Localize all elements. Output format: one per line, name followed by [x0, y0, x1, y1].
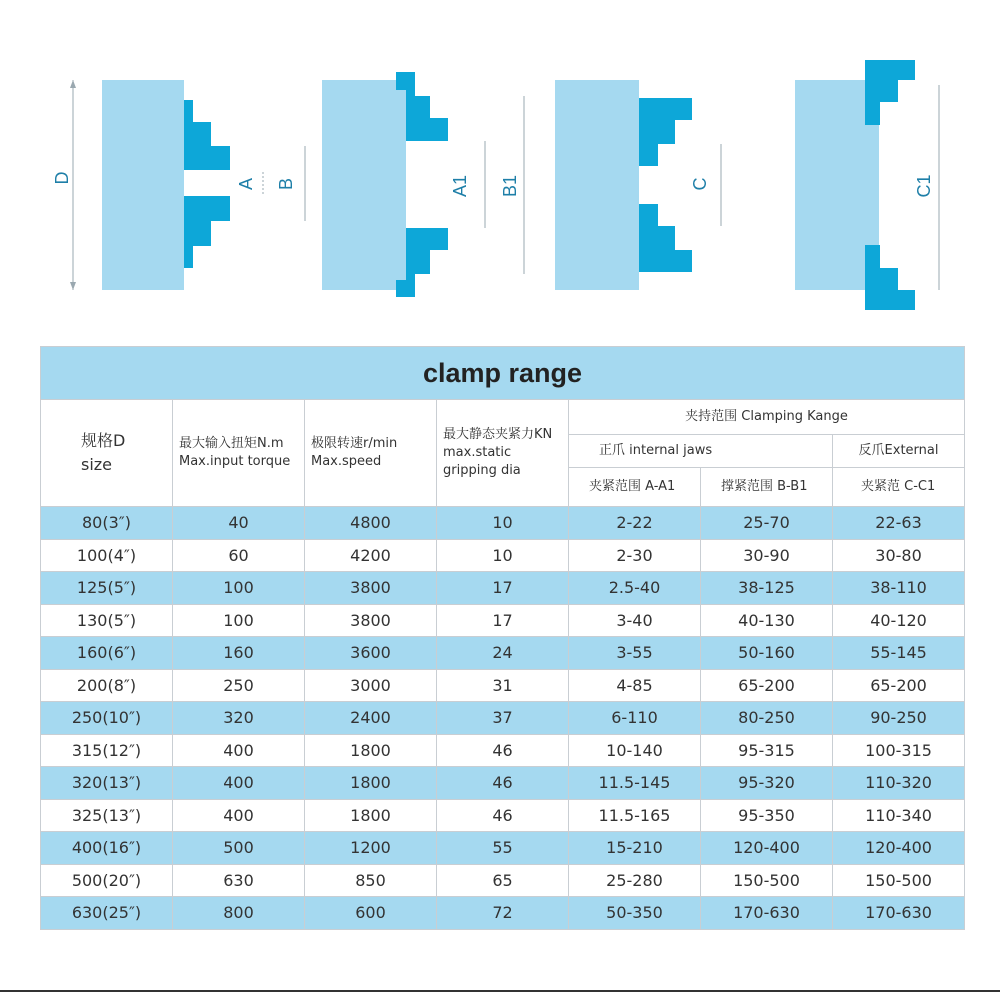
cell-range-b: 38-125: [701, 572, 833, 605]
cell-size: 250(10″): [41, 702, 173, 735]
table-row: [41, 669, 965, 702]
header-range-c: 夹紧范 C-C1: [833, 468, 965, 507]
table-row: [41, 637, 965, 670]
header-external-jaws: 反爪External: [833, 435, 965, 468]
cell-size: 325(13″): [41, 799, 173, 832]
cell-speed: 2400: [305, 702, 437, 735]
header-range-b: 撑紧范围 B-B1: [701, 468, 833, 507]
cell-range-b: 150-500: [701, 864, 833, 897]
table-row: [41, 734, 965, 767]
table-row: [41, 572, 965, 605]
cell-range-b: 95-320: [701, 767, 833, 800]
diagram-external-reverse: [795, 60, 939, 310]
cell-speed: 4200: [305, 539, 437, 572]
cell-range-a: 3-55: [569, 637, 701, 670]
table-title: clamp range: [41, 347, 965, 400]
cell-torque: 400: [173, 767, 305, 800]
cell-range-c: 90-250: [833, 702, 965, 735]
cell-size: 160(6″): [41, 637, 173, 670]
cell-size: 200(8″): [41, 669, 173, 702]
table-row: [41, 799, 965, 832]
cell-speed: 4800: [305, 507, 437, 540]
table-row: [41, 832, 965, 865]
clamp-range-table: [40, 346, 965, 930]
cell-range-c: 22-63: [833, 507, 965, 540]
cell-force: 65: [437, 864, 569, 897]
dim-label-a: A: [236, 177, 256, 191]
header-internal-jaws: 正爪 internal jaws: [569, 435, 833, 468]
cell-torque: 320: [173, 702, 305, 735]
lower-jaw: [184, 196, 230, 268]
table-row: [41, 604, 965, 637]
cell-range-b: 40-130: [701, 604, 833, 637]
cell-speed: 1800: [305, 734, 437, 767]
table-row: [41, 539, 965, 572]
dim-label-c1: C1: [914, 174, 934, 198]
cell-range-c: 120-400: [833, 832, 965, 865]
lower-jaw: [639, 204, 692, 272]
cell-range-a: 25-280: [569, 864, 701, 897]
cell-size: 315(12″): [41, 734, 173, 767]
cell-torque: 400: [173, 799, 305, 832]
cell-range-b: 80-250: [701, 702, 833, 735]
cell-speed: 3800: [305, 604, 437, 637]
cell-range-a: 3-40: [569, 604, 701, 637]
cell-size: 130(5″): [41, 604, 173, 637]
cell-range-c: 150-500: [833, 864, 965, 897]
cell-size: 500(20″): [41, 864, 173, 897]
cell-range-c: 100-315: [833, 734, 965, 767]
cell-torque: 800: [173, 897, 305, 930]
dim-label-a1: A1: [450, 174, 470, 198]
cell-range-a: 6-110: [569, 702, 701, 735]
cell-torque: 250: [173, 669, 305, 702]
cell-force: 37: [437, 702, 569, 735]
cell-range-b: 25-70: [701, 507, 833, 540]
header-force: 最大静态夹紧力KN max.static gripping dia: [437, 400, 569, 507]
cell-force: 72: [437, 897, 569, 930]
cell-range-b: 50-160: [701, 637, 833, 670]
header-torque: 最大输入扭矩N.m Max.input torque: [173, 400, 305, 507]
cell-range-a: 50-350: [569, 897, 701, 930]
table-row: [41, 507, 965, 540]
cell-force: 46: [437, 734, 569, 767]
cell-speed: 1800: [305, 767, 437, 800]
cell-torque: 630: [173, 864, 305, 897]
cell-range-c: 65-200: [833, 669, 965, 702]
header-speed: 极限转速r/min Max.speed: [305, 400, 437, 507]
chuck-body: [322, 80, 406, 290]
cell-range-c: 110-320: [833, 767, 965, 800]
cell-size: 80(3″): [41, 507, 173, 540]
cell-size: 630(25″): [41, 897, 173, 930]
cell-range-c: 40-120: [833, 604, 965, 637]
cell-torque: 160: [173, 637, 305, 670]
cell-speed: 3800: [305, 572, 437, 605]
cell-speed: 850: [305, 864, 437, 897]
cell-force: 46: [437, 767, 569, 800]
cell-speed: 600: [305, 897, 437, 930]
cell-range-a: 2.5-40: [569, 572, 701, 605]
table-row: [41, 767, 965, 800]
cell-force: 31: [437, 669, 569, 702]
cell-range-a: 11.5-165: [569, 799, 701, 832]
cell-range-b: 170-630: [701, 897, 833, 930]
dim-label-b: B: [276, 177, 296, 191]
cell-range-c: 38-110: [833, 572, 965, 605]
cell-force: 10: [437, 507, 569, 540]
table-row: [41, 897, 965, 930]
upper-jaw: [639, 98, 692, 166]
cell-speed: 1200: [305, 832, 437, 865]
cell-range-a: 11.5-145: [569, 767, 701, 800]
cell-torque: 400: [173, 734, 305, 767]
chuck-body: [102, 80, 184, 290]
cell-force: 10: [437, 539, 569, 572]
header-clamping-range: 夹持范围 Clamping Kange: [569, 400, 965, 435]
cell-range-c: 55-145: [833, 637, 965, 670]
upper-jaw: [865, 60, 915, 125]
cell-torque: 40: [173, 507, 305, 540]
bottom-divider: [0, 990, 1000, 992]
cell-range-a: 2-30: [569, 539, 701, 572]
dim-label-b1: B1: [500, 174, 520, 198]
table-row: [41, 702, 965, 735]
cell-force: 17: [437, 604, 569, 637]
diagram-internal-expanding: [322, 72, 524, 297]
cell-speed: 3000: [305, 669, 437, 702]
upper-jaw: [184, 100, 230, 170]
cell-range-a: 4-85: [569, 669, 701, 702]
header-range-a: 夹紧范围 A-A1: [569, 468, 701, 507]
cell-range-c: 110-340: [833, 799, 965, 832]
cell-size: 320(13″): [41, 767, 173, 800]
cell-range-b: 120-400: [701, 832, 833, 865]
cell-torque: 100: [173, 604, 305, 637]
diagram-external-clamping: [555, 80, 721, 290]
chuck-jaw-diagrams: [0, 0, 1000, 330]
header-size: 规格D size: [41, 400, 173, 507]
cell-range-c: 30-80: [833, 539, 965, 572]
cell-force: 46: [437, 799, 569, 832]
cell-force: 24: [437, 637, 569, 670]
cell-range-b: 65-200: [701, 669, 833, 702]
table-body: [41, 507, 965, 930]
dim-label-c: C: [690, 177, 710, 191]
cell-range-c: 170-630: [833, 897, 965, 930]
cell-size: 125(5″): [41, 572, 173, 605]
cell-torque: 100: [173, 572, 305, 605]
table-row: [41, 864, 965, 897]
lower-jaw: [865, 245, 915, 310]
diagram-internal-clamping: [52, 80, 305, 290]
cell-torque: 60: [173, 539, 305, 572]
cell-speed: 1800: [305, 799, 437, 832]
cell-force: 17: [437, 572, 569, 605]
dim-label-d: D: [52, 171, 72, 185]
cell-range-a: 15-210: [569, 832, 701, 865]
cell-range-b: 95-315: [701, 734, 833, 767]
chuck-body: [555, 80, 639, 290]
cell-speed: 3600: [305, 637, 437, 670]
cell-torque: 500: [173, 832, 305, 865]
cell-force: 55: [437, 832, 569, 865]
cell-size: 100(4″): [41, 539, 173, 572]
cell-range-b: 30-90: [701, 539, 833, 572]
cell-range-b: 95-350: [701, 799, 833, 832]
cell-range-a: 10-140: [569, 734, 701, 767]
cell-range-a: 2-22: [569, 507, 701, 540]
cell-size: 400(16″): [41, 832, 173, 865]
